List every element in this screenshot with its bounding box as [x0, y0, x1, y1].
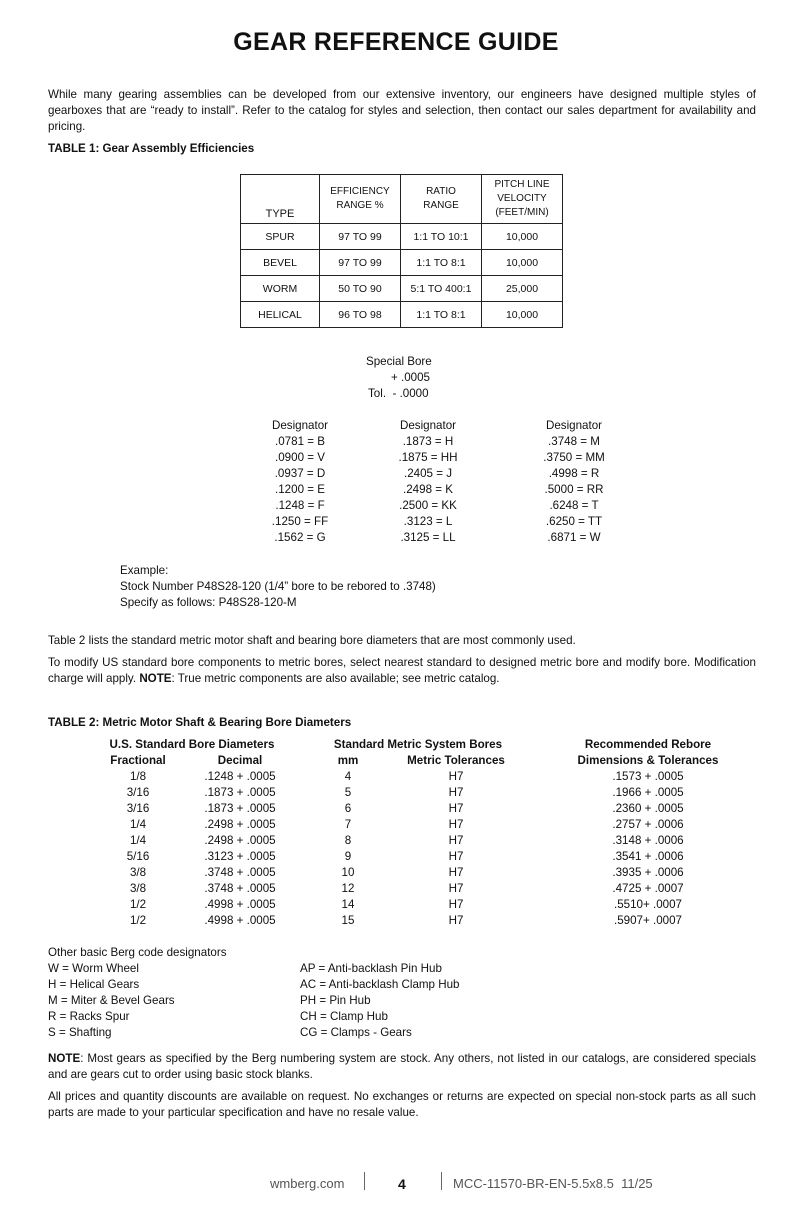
table2-cell: 10 [341, 866, 355, 879]
table-cell: 96 TO 98 [320, 302, 401, 328]
table2-cell: 1/8 [129, 770, 147, 783]
table2-cell: 3/16 [126, 802, 150, 815]
designator-item: .6250 = TT [545, 515, 603, 528]
special-bore-plus: + .0005 [391, 371, 431, 384]
berg-code-item: M = Miter & Bevel Gears [48, 994, 175, 1007]
table-row [241, 224, 563, 250]
table2-cell: .4998 + .0005 [204, 914, 276, 927]
berg-code-item: H = Helical Gears [48, 978, 140, 991]
table2-cell: H7 [448, 866, 464, 879]
table2-cell: .1966 + .0005 [612, 786, 684, 799]
table-cell: SPUR [241, 224, 320, 250]
table2-cell: .4998 + .0005 [204, 898, 276, 911]
footer-code: MCC-11570-BR-EN-5.5x8.5 11/25 [453, 1176, 653, 1191]
table-row [241, 276, 563, 302]
berg-code-item: PH = Pin Hub [300, 994, 371, 1007]
table2-cell: 3/16 [126, 786, 150, 799]
table2-cell: H7 [448, 802, 464, 815]
table1-header-efficiency: EFFICIENCY RANGE % [320, 175, 401, 224]
table-cell: 10,000 [482, 224, 563, 250]
designator-item: .3125 = LL [400, 531, 456, 544]
table2-cell: 3/8 [129, 882, 147, 895]
table2-cell: 7 [344, 818, 352, 831]
table1-header-ratio: RATIO RANGE [401, 175, 482, 224]
table2-cell: 1/4 [129, 834, 147, 847]
table-cell: 25,000 [482, 276, 563, 302]
table-cell: 1:1 TO 8:1 [401, 302, 482, 328]
berg-codes-title: Other basic Berg code designators [48, 946, 227, 959]
berg-code-item: AC = Anti-backlash Clamp Hub [300, 978, 460, 991]
prices-paragraph: All prices and quantity discounts are available on request. No exchanges or returns are expected on special non-stock parts as all such parts are made to your particular specification and have no resale value. [48, 1090, 756, 1119]
table-cell: BEVEL [241, 250, 320, 276]
special-bore-title: Special Bore [366, 355, 432, 368]
designator-item: .3750 = MM [543, 451, 605, 464]
footer-divider [441, 1172, 442, 1190]
table2-cell: H7 [448, 850, 464, 863]
table-cell: 10,000 [482, 250, 563, 276]
designator-header: Designator [399, 419, 457, 432]
example-line-1: Stock Number P48S28-120 (1/4” bore to be rebored to .3748) [120, 580, 436, 593]
berg-code-item: CG = Clamps - Gears [300, 1026, 412, 1039]
table-cell: 1:1 TO 10:1 [401, 224, 482, 250]
table1-caption: TABLE 1: Gear Assembly Efficiencies [48, 142, 255, 155]
page-title: GEAR REFERENCE GUIDE [233, 28, 559, 56]
table-cell: HELICAL [241, 302, 320, 328]
designator-item: .0781 = B [275, 435, 325, 448]
table2-cell: H7 [448, 834, 464, 847]
table2-header-decimal: Decimal [217, 754, 263, 767]
stock-note-paragraph: NOTE: Most gears as specified by the Berg numbering system are stock. Any others, not listed in our catalogs, are considered specials and are gears cut to order using basic stock blanks. [48, 1052, 756, 1081]
designator-item: .6248 = T [549, 499, 599, 512]
example-label: Example: [120, 564, 169, 577]
table2-cell: 14 [341, 898, 355, 911]
intro-paragraph: While many gearing assemblies can be developed from our extensive inventory, our engineers have designed multiple styles of gearboxes that are “ready to install”. Refer to the catalog for styles and selection, then contact our sales department for availability and pricing. [48, 88, 756, 133]
table2-cell: .3935 + .0006 [612, 866, 684, 879]
designator-item: .2500 = KK [399, 499, 457, 512]
table2-cell: 1/4 [129, 818, 147, 831]
table2-cell: 6 [344, 802, 352, 815]
table2-cell: .3541 + .0006 [612, 850, 684, 863]
designator-item: .1875 = HH [398, 451, 458, 464]
table2-cell: .1873 + .0005 [204, 802, 276, 815]
table2-cell: 15 [341, 914, 355, 927]
table2-cell: 3/8 [129, 866, 147, 879]
table2-cell: .2757 + .0006 [612, 818, 684, 831]
table-cell: 50 TO 90 [320, 276, 401, 302]
table2-cell: 5/16 [126, 850, 150, 863]
table2-cell: 5 [344, 786, 352, 799]
table2-cell: .2498 + .0005 [204, 834, 276, 847]
table2-cell: 8 [344, 834, 352, 847]
table2-group-header-us: U.S. Standard Bore Diameters [109, 738, 275, 751]
designator-item: .1562 = G [274, 531, 326, 544]
designator-item: .4998 = R [548, 467, 600, 480]
table-row [241, 302, 563, 328]
special-bore-tol: Tol. - .0000 [368, 387, 429, 400]
table2-caption: TABLE 2: Metric Motor Shaft & Bearing Bore Diameters [48, 716, 352, 729]
table2-cell: .2360 + .0005 [612, 802, 684, 815]
table-cell: 97 TO 99 [320, 250, 401, 276]
table-cell: WORM [241, 276, 320, 302]
table2-cell: H7 [448, 914, 464, 927]
table2-cell: .1248 + .0005 [204, 770, 276, 783]
table2-intro: Table 2 lists the standard metric motor shaft and bearing bore diameters that are most commonly used. [48, 634, 576, 647]
table2-cell: .1873 + .0005 [204, 786, 276, 799]
table2-cell: .4725 + .0007 [612, 882, 684, 895]
table2-cell: H7 [448, 818, 464, 831]
designator-item: .0900 = V [275, 451, 325, 464]
table-row [241, 250, 563, 276]
berg-code-item: CH = Clamp Hub [300, 1010, 388, 1023]
table2-cell: .1573 + .0005 [612, 770, 684, 783]
designator-column-3 [514, 418, 634, 546]
table2-header-fractional: Fractional [110, 754, 166, 767]
designator-item: .2498 = K [403, 483, 453, 496]
table2-cell: .2498 + .0005 [204, 818, 276, 831]
designator-column-2 [368, 418, 488, 546]
table2-cell: .5907+ .0007 [613, 914, 683, 927]
table-cell: 10,000 [482, 302, 563, 328]
designator-column-1 [240, 418, 360, 546]
table2-cell: H7 [448, 786, 464, 799]
designator-item: .3748 = M [548, 435, 600, 448]
footer-divider [364, 1172, 365, 1190]
table2-group-header-rebore: Recommended Rebore [584, 738, 712, 751]
table2-cell: 12 [341, 882, 355, 895]
designator-item: .1250 = FF [271, 515, 329, 528]
designator-header: Designator [545, 419, 603, 432]
designator-item: .0937 = D [274, 467, 326, 480]
table2-cell: .3148 + .0006 [612, 834, 684, 847]
table2-cell: .3123 + .0005 [204, 850, 276, 863]
table2-cell: 4 [344, 770, 352, 783]
table1-header-type: TYPE [241, 175, 320, 224]
table2-cell: .5510+ .0007 [613, 898, 683, 911]
designator-item: .3123 = L [403, 515, 453, 528]
table-cell: 97 TO 99 [320, 224, 401, 250]
table2-cell: H7 [448, 770, 464, 783]
table2-cell: H7 [448, 882, 464, 895]
footer-site: wmberg.com [270, 1176, 345, 1191]
table2-cell: 9 [344, 850, 352, 863]
designator-item: .1248 = F [275, 499, 325, 512]
table2-cell: H7 [448, 898, 464, 911]
designator-item: .1200 = E [275, 483, 325, 496]
table2-header-dimensions: Dimensions & Tolerances [577, 754, 719, 767]
table2-cell: 1/2 [129, 898, 147, 911]
designator-item: .1873 = H [402, 435, 454, 448]
table1-header-pitch: PITCH LINE VELOCITY (FEET/MIN) [482, 175, 563, 224]
table2-header-metric-tolerances: Metric Tolerances [407, 754, 505, 767]
footer-page-number: 4 [398, 1176, 406, 1192]
berg-code-item: W = Worm Wheel [48, 962, 139, 975]
table2-cell: .3748 + .0005 [204, 866, 276, 879]
berg-code-item: AP = Anti-backlash Pin Hub [300, 962, 442, 975]
designator-item: .6871 = W [547, 531, 601, 544]
berg-code-item: R = Racks Spur [48, 1010, 130, 1023]
example-line-2: Specify as follows: P48S28-120-M [120, 596, 297, 609]
designator-item: .2405 = J [403, 467, 453, 480]
designator-header: Designator [271, 419, 329, 432]
table2-group-header-metric: Standard Metric System Bores [333, 738, 503, 751]
table2-cell: .3748 + .0005 [204, 882, 276, 895]
table-cell: 5:1 TO 400:1 [401, 276, 482, 302]
gear-efficiency-table [240, 174, 563, 328]
table2-header-mm: mm [337, 754, 359, 767]
modify-paragraph: To modify US standard bore components to metric bores, select nearest standard to designed metric bore and modify bore. Modification charge will apply. NOTE: True metric components are also available; see metric catalog. [48, 656, 756, 685]
table2-cell: 1/2 [129, 914, 147, 927]
designator-item: .5000 = RR [544, 483, 604, 496]
berg-code-item: S = Shafting [48, 1026, 112, 1039]
table-cell: 1:1 TO 8:1 [401, 250, 482, 276]
